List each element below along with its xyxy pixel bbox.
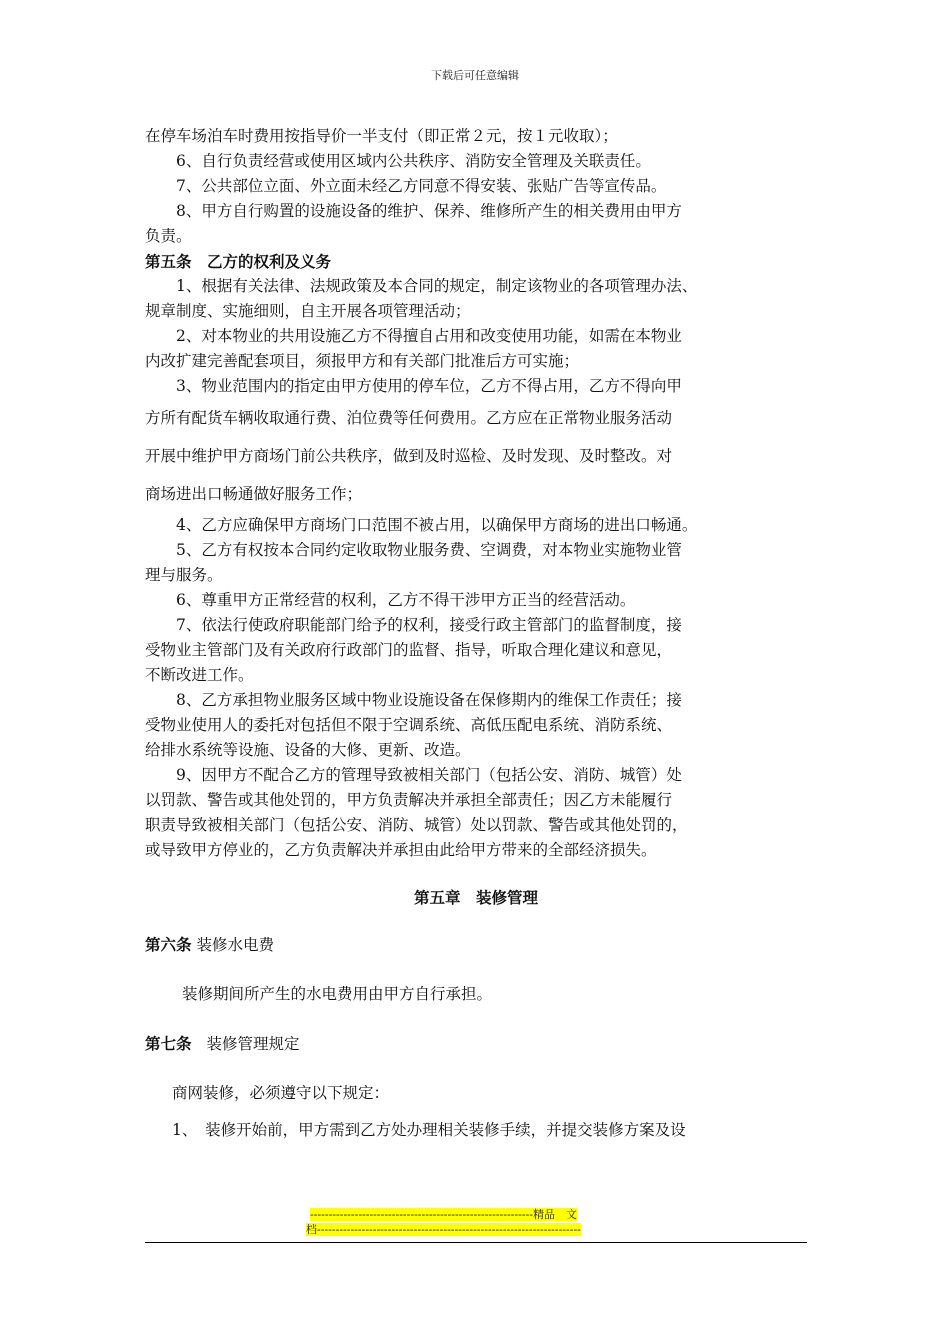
body-line: 4、乙方应确保甲方商场门口范围不被占用，以确保甲方商场的进出口畅通。: [176, 516, 698, 534]
body-line: 7、依法行使政府职能部门给予的权利，接受行政主管部门的监督制度，接: [176, 616, 682, 634]
body-line: 内改扩建完善配套项目，须报甲方和有关部门批准后方可实施；: [145, 352, 580, 370]
body-line: 方所有配货车辆收取通行费、泊位费等任何费用。乙方应在正常物业服务活动: [145, 409, 673, 427]
body-line: 规章制度、实施细则，自主开展各项管理活动；: [145, 302, 471, 320]
article-7-title: 装修管理规定: [206, 1035, 300, 1053]
article-7-heading: [145, 1031, 807, 1057]
body-line: 1、根据有关法律、法规政策及本合同的规定，制定该物业的各项管理办法、: [176, 277, 698, 295]
body-line: 不断改进工作。: [145, 666, 254, 684]
page-header: 下载后可任意编辑: [431, 69, 519, 82]
body-line: 职责导致被相关部门（包括公安、消防、城管）处以罚款、警告或其他处罚的，: [145, 816, 688, 834]
chapter-heading: 第五章 装修管理: [413, 888, 538, 907]
body-line: 8、甲方自行购置的设施设备的维护、保养、维修所产生的相关费用由甲方: [176, 202, 682, 220]
body-line: 6、自行负责经营或使用区域内公共秩序、消防安全管理及关联责任。: [176, 152, 651, 170]
document-body: [145, 124, 807, 1143]
body-line: 5、乙方有权按本合同约定收取物业服务费、空调费，对本物业实施物业管: [176, 541, 682, 559]
footer-line-1: ------------------------------------------------------------精品 文: [310, 1208, 578, 1221]
article-heading: 第五条 乙方的权利及义务: [145, 252, 332, 271]
article-7-item-1: 1、 装修开始前，甲方需到乙方处办理相关装修手续，并提交装修方案及设: [172, 1121, 686, 1139]
body-line: 2、对本物业的共用设施乙方不得擅自占用和改变使用功能，如需在本物业: [176, 327, 682, 345]
body-line: 9、因甲方不配合乙方的管理导致被相关部门（包括公安、消防、城管）处: [176, 766, 682, 784]
body-line: 理与服务。: [145, 566, 223, 584]
body-line: 以罚款、警告或其他处罚的，甲方负责解决并承担全部责任；因乙方未能履行: [145, 791, 673, 809]
body-line: 6、尊重甲方正常经营的权利，乙方不得干涉甲方正当的经营活动。: [176, 591, 636, 609]
body-line: 受物业使用人的委托对包括但不限于空调系统、高低压配电系统、消防系统、: [145, 716, 673, 734]
footer-line-2: 档-----------------------------------------------------------------------: [306, 1223, 581, 1236]
body-line: 给排水系统等设施、设备的大修、更新、改造。: [145, 741, 471, 759]
body-line: 受物业主管部门及有关政府行政部门的监督、指导，听取合理化建议和意见，: [145, 641, 673, 659]
body-line: 7、公共部位立面、外立面未经乙方同意不得安装、张贴广告等宣传品。: [176, 177, 667, 195]
article-6-text: 装修期间所产生的水电费用由甲方自行承担。: [182, 985, 493, 1003]
body-line: 或导致甲方停业的，乙方负责解决并承担由此给甲方带来的全部经济损失。: [145, 841, 657, 859]
body-line: 开展中维护甲方商场门前公共秩序，做到及时巡检、及时发现、及时整改。对: [145, 447, 673, 465]
article-6-heading: [145, 932, 807, 958]
article-6-label: 第六条: [145, 935, 192, 954]
article-7-intro: 商网装修，必须遵守以下规定：: [172, 1084, 390, 1102]
body-line: 3、物业范围内的指定由甲方使用的停车位，乙方不得占用，乙方不得向甲: [176, 377, 682, 395]
body-line: 在停车场泊车时费用按指导价一半支付（即正常２元，按１元收取）；: [145, 127, 618, 145]
body-line: 负责。: [145, 227, 192, 245]
page-footer: [306, 1207, 646, 1237]
article-6-title: 装修水电费: [196, 936, 274, 954]
body-line: 8、乙方承担物业服务区域中物业设施设备在保修期内的维保工作责任；接: [176, 691, 682, 709]
footer-divider: [145, 1242, 807, 1243]
article-7-label: 第七条: [145, 1034, 192, 1053]
body-line: 商场进出口畅通做好服务工作；: [145, 485, 363, 503]
